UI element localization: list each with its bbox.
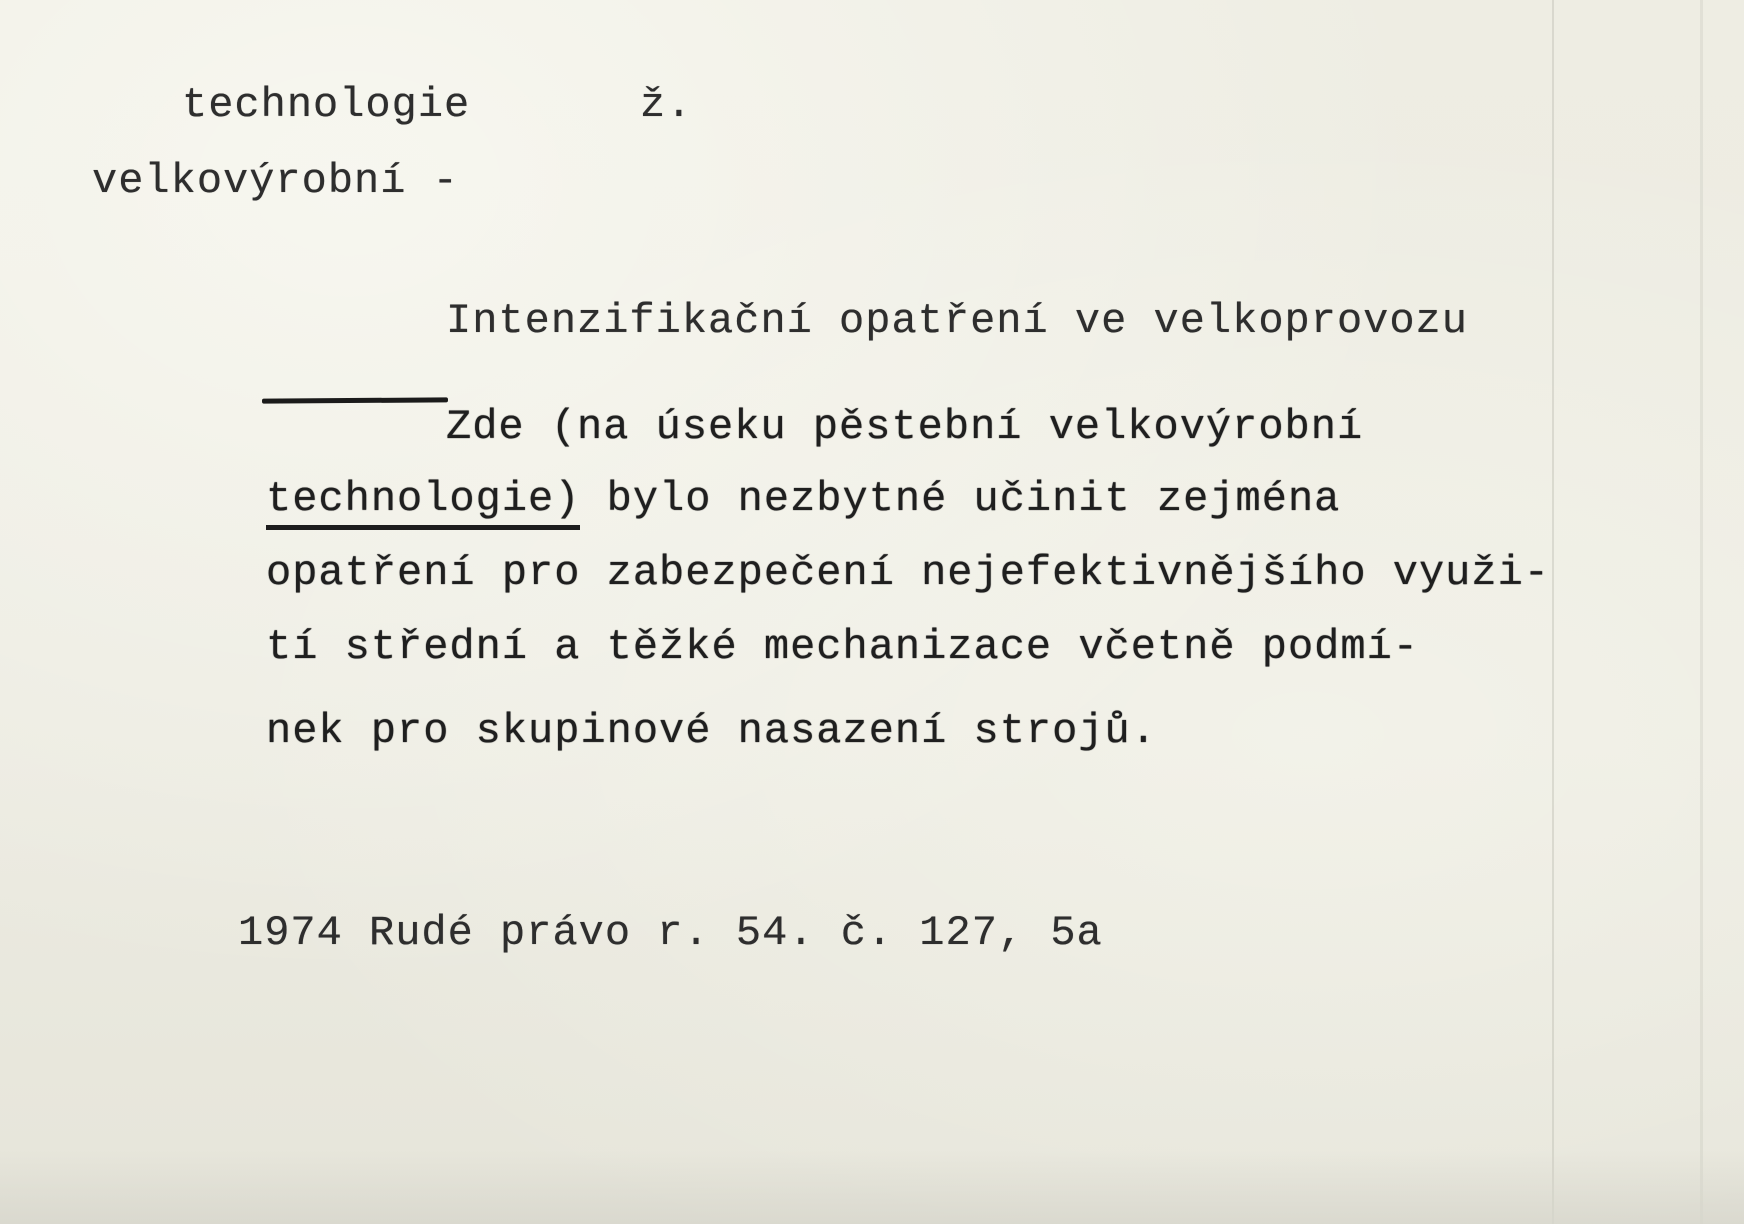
body-line-5: nek pro skupinové nasazení strojů.	[266, 707, 1157, 755]
body-line-1: Zde (na úseku pěstební velkovýrobní	[446, 403, 1364, 451]
paper-crease	[1700, 0, 1703, 1224]
underlined-term: technologie)	[266, 475, 580, 530]
body-line-2	[266, 474, 1340, 524]
paper-shadow	[0, 1150, 1744, 1224]
body-line-2-rest: bylo nezbytné učinit zejména	[580, 475, 1341, 523]
paper-crease	[1552, 0, 1554, 1224]
headword: technologie	[182, 81, 471, 129]
source-citation: 1974 Rudé právo r. 54. č. 127, 5a	[238, 909, 1103, 957]
headword-modifier: velkovýrobní -	[92, 157, 459, 205]
body-line-3: opatření pro zabezpečení nejefektivnějšího využi-	[266, 549, 1551, 597]
margin-rule	[262, 397, 448, 403]
body-line-4: tí střední a těžké mechanizace včetně podmí-	[266, 623, 1419, 671]
grammatical-gender: ž.	[640, 81, 693, 129]
entry-title: Intenzifikační opatření ve velkoprovozu	[446, 297, 1468, 345]
